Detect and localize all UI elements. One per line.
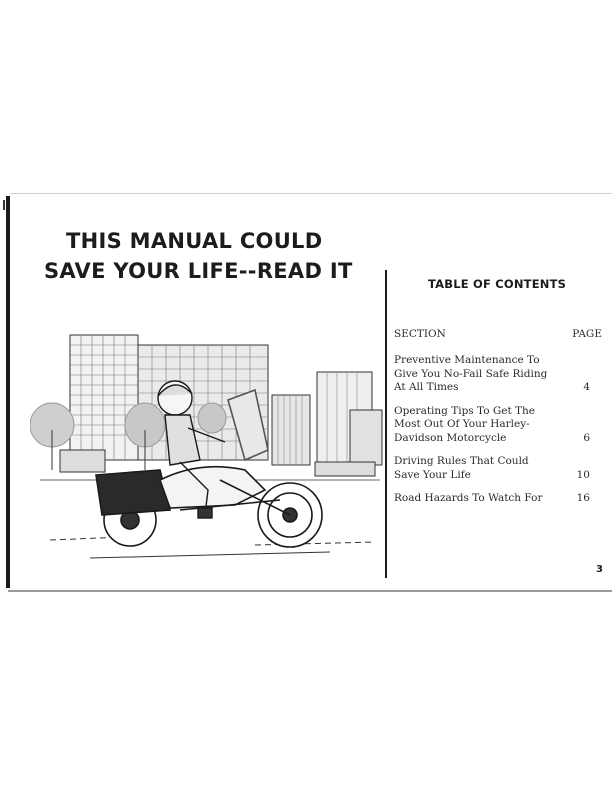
page-number: 3 <box>596 564 603 575</box>
toc-entry-page: 6 <box>583 431 590 444</box>
toc-page-header: PAGE <box>572 328 602 340</box>
toc-entry-title: Operating Tips To Get The Most Out Of Your Harley-Davidson Motorcycle <box>394 404 536 444</box>
toc-entry-title: Preventive Maintenance To Give You No-Fail Safe Riding At All Times <box>394 354 548 393</box>
headline-line-2: SAVE YOUR LIFE--READ IT <box>44 259 353 283</box>
page-binding-edge <box>6 196 10 588</box>
headline-line-1: THIS MANUAL COULD <box>66 229 323 253</box>
table-of-contents <box>394 328 604 516</box>
toc-header-row <box>394 328 604 340</box>
page-top-edge <box>10 193 612 194</box>
toc-entry-page: 4 <box>583 381 590 393</box>
toc-entry-page: 16 <box>576 492 590 504</box>
column-divider <box>385 270 387 578</box>
motorcycle-rider-city-illustration <box>30 330 385 565</box>
page-binding-mark <box>3 200 5 210</box>
toc-section-header: SECTION <box>394 328 446 340</box>
toc-entry <box>394 354 604 395</box>
toc-entry-title: Driving Rules That Could Save Your Life <box>394 455 529 481</box>
toc-entry <box>394 492 604 506</box>
toc-title: TABLE OF CONTENTS <box>428 277 567 291</box>
toc-entry-page: 10 <box>576 468 590 481</box>
toc-entry <box>394 405 604 446</box>
toc-entry-title: Road Hazards To Watch For <box>394 492 543 504</box>
toc-entry <box>394 455 604 482</box>
headline <box>44 226 364 286</box>
page-bottom-edge <box>8 590 612 592</box>
